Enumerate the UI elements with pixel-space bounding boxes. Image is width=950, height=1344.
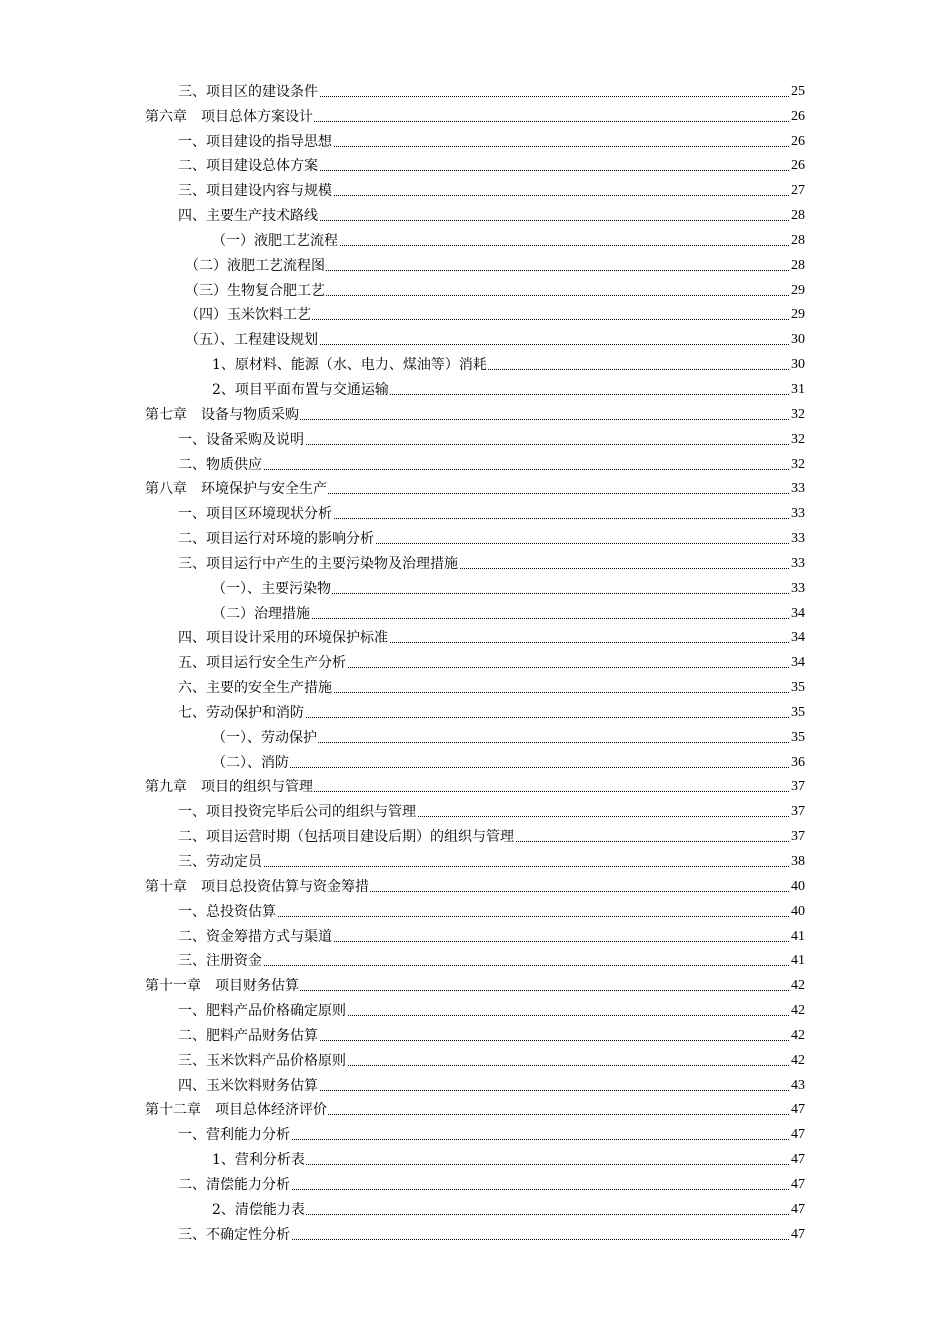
toc-dot-leader (212, 767, 805, 768)
toc-entry-page-number: 26 (791, 133, 805, 149)
toc-entry-page-number: 42 (791, 1003, 805, 1019)
toc-entry[interactable] (0, 947, 950, 972)
toc-entry-title: 四、项目设计采用的环境保护标准 (178, 630, 388, 647)
toc-entry-title: 2、项目平面布置与交通运输 (212, 381, 389, 398)
toc-entry-page-number: 29 (791, 282, 805, 298)
toc-entry[interactable] (0, 922, 950, 947)
toc-entry-title: 1、营利分析表 (212, 1152, 305, 1169)
toc-entry-page-number: 31 (791, 381, 805, 397)
toc-entry-title: （五）、工程建设规划 (185, 332, 318, 349)
toc-entry-title: 七、劳动保护和消防 (178, 704, 304, 721)
toc-entry-title: 三、玉米饮料产品价格原则 (178, 1052, 346, 1069)
toc-entry-page-number: 29 (791, 307, 805, 323)
toc-entry[interactable] (0, 773, 950, 798)
toc-entry-page-number: 42 (791, 1052, 805, 1068)
toc-entry-page-number: 33 (791, 580, 805, 596)
toc-entry-page-number: 33 (791, 531, 805, 547)
toc-entry-title: 一、肥料产品价格确定原则 (178, 1003, 346, 1020)
toc-entry-page-number: 33 (791, 506, 805, 522)
toc-dot-leader (178, 965, 805, 966)
toc-entry[interactable] (0, 673, 950, 698)
toc-entry-title: 第九章 项目的组织与管理 (145, 779, 313, 796)
toc-entry[interactable] (0, 748, 950, 773)
toc-entry-page-number: 32 (791, 456, 805, 472)
toc-entry-title: 第十章 项目总投资估算与资金筹措 (145, 878, 369, 895)
toc-entry-title: 一、设备采购及说明 (178, 431, 304, 448)
toc-entry[interactable] (0, 226, 950, 251)
toc-entry[interactable] (0, 127, 950, 152)
toc-entry[interactable] (0, 251, 950, 276)
toc-entry[interactable] (0, 897, 950, 922)
toc-entry-title: 第七章 设备与物质采购 (145, 406, 299, 423)
toc-entry[interactable] (0, 549, 950, 574)
toc-entry[interactable] (0, 276, 950, 301)
toc-entry-title: （一）、主要污染物 (212, 580, 331, 597)
toc-entry-title: 二、项目建设总体方案 (178, 158, 318, 175)
toc-entry-title: 三、项目区的建设条件 (178, 83, 318, 100)
toc-entry-page-number: 28 (791, 208, 805, 224)
toc-entry-title: 第十一章 项目财务估算 (145, 978, 299, 995)
toc-entry-title: 一、项目区环境现状分析 (178, 506, 332, 523)
toc-entry[interactable] (0, 77, 950, 102)
toc-dot-leader (178, 866, 805, 867)
toc-entry-title: 第八章 环境保护与安全生产 (145, 481, 327, 498)
toc-entry-title: （一）、劳动保护 (212, 729, 317, 746)
toc-entry[interactable] (0, 996, 950, 1021)
toc-entry-page-number: 27 (791, 183, 805, 199)
toc-entry[interactable] (0, 102, 950, 127)
toc-entry[interactable] (0, 624, 950, 649)
toc-entry-page-number: 30 (791, 332, 805, 348)
toc-entry-title: 三、不确定性分析 (178, 1226, 290, 1243)
toc-entry-title: 二、项目运行对环境的影响分析 (178, 531, 374, 548)
toc-entry-title: 二、资金筹措方式与渠道 (178, 928, 332, 945)
toc-entry[interactable] (0, 325, 950, 350)
toc-entry[interactable] (0, 1046, 950, 1071)
table-of-contents (0, 77, 950, 1245)
toc-entry-page-number: 37 (791, 804, 805, 820)
toc-dot-leader (178, 469, 805, 470)
toc-entry[interactable] (0, 524, 950, 549)
toc-entry-title: 五、项目运行安全生产分析 (178, 655, 346, 672)
toc-entry-title: （二）治理措施 (212, 605, 310, 622)
toc-entry[interactable] (0, 847, 950, 872)
toc-entry-page-number: 26 (791, 108, 805, 124)
toc-entry-title: 六、主要的安全生产措施 (178, 680, 332, 697)
toc-entry[interactable] (0, 797, 950, 822)
toc-entry-title: 一、项目建设的指导思想 (178, 133, 332, 150)
toc-entry-title: 一、营利能力分析 (178, 1127, 290, 1144)
toc-entry[interactable] (0, 176, 950, 201)
toc-entry[interactable] (0, 425, 950, 450)
toc-entry-page-number: 36 (791, 754, 805, 770)
toc-entry-title: 一、项目投资完毕后公司的组织与管理 (178, 804, 416, 821)
toc-entry[interactable] (0, 301, 950, 326)
toc-entry[interactable] (0, 1120, 950, 1145)
toc-entry-page-number: 35 (791, 704, 805, 720)
toc-entry[interactable] (0, 400, 950, 425)
toc-entry-page-number: 47 (791, 1176, 805, 1192)
toc-entry-title: 一、总投资估算 (178, 903, 276, 920)
toc-entry-title: 三、注册资金 (178, 953, 262, 970)
toc-entry-title: 四、玉米饮料财务估算 (178, 1077, 318, 1094)
toc-entry-title: （二）液肥工艺流程图 (185, 257, 325, 274)
toc-entry-page-number: 35 (791, 680, 805, 696)
toc-entry[interactable] (0, 1071, 950, 1096)
toc-entry-title: 三、项目建设内容与规模 (178, 183, 332, 200)
toc-entry-page-number: 32 (791, 431, 805, 447)
toc-entry-title: 2、清偿能力表 (212, 1201, 305, 1218)
toc-entry[interactable] (0, 1195, 950, 1220)
toc-entry-page-number: 47 (791, 1201, 805, 1217)
toc-entry-title: （四）玉米饮料工艺 (185, 307, 311, 324)
toc-entry-page-number: 30 (791, 357, 805, 373)
toc-entry[interactable] (0, 350, 950, 375)
toc-entry-page-number: 34 (791, 655, 805, 671)
toc-entry-title: （一）液肥工艺流程 (212, 232, 338, 249)
toc-entry[interactable] (0, 201, 950, 226)
toc-entry[interactable] (0, 822, 950, 847)
toc-entry[interactable] (0, 1096, 950, 1121)
toc-entry-title: 第十二章 项目总体经济评价 (145, 1102, 327, 1119)
toc-entry-page-number: 28 (791, 257, 805, 273)
toc-entry-title: 二、项目运营时期（包括项目建设后期）的组织与管理 (178, 829, 514, 846)
toc-entry-page-number: 43 (791, 1077, 805, 1093)
toc-entry[interactable] (0, 152, 950, 177)
toc-entry[interactable] (0, 1021, 950, 1046)
toc-entry[interactable] (0, 971, 950, 996)
toc-entry[interactable] (0, 723, 950, 748)
toc-entry-page-number: 40 (791, 903, 805, 919)
toc-entry[interactable] (0, 375, 950, 400)
toc-entry-page-number: 47 (791, 1127, 805, 1143)
toc-entry-title: （三）生物复合肥工艺 (185, 282, 325, 299)
toc-entry[interactable] (0, 599, 950, 624)
toc-entry[interactable] (0, 1220, 950, 1245)
toc-entry[interactable] (0, 698, 950, 723)
toc-entry[interactable] (0, 475, 950, 500)
toc-entry[interactable] (0, 499, 950, 524)
toc-entry-page-number: 34 (791, 630, 805, 646)
toc-entry-page-number: 37 (791, 829, 805, 845)
toc-entry-page-number: 41 (791, 953, 805, 969)
toc-entry[interactable] (0, 1145, 950, 1170)
toc-entry-page-number: 33 (791, 555, 805, 571)
toc-entry-title: 二、物质供应 (178, 456, 262, 473)
toc-entry-title: 二、肥料产品财务估算 (178, 1027, 318, 1044)
toc-entry-page-number: 47 (791, 1102, 805, 1118)
toc-entry-title: 三、项目运行中产生的主要污染物及治理措施 (178, 555, 458, 572)
toc-entry-page-number: 32 (791, 406, 805, 422)
toc-entry-page-number: 41 (791, 928, 805, 944)
toc-entry[interactable] (0, 1170, 950, 1195)
toc-entry-page-number: 40 (791, 878, 805, 894)
toc-entry-page-number: 47 (791, 1226, 805, 1242)
toc-entry-title: 三、劳动定员 (178, 854, 262, 870)
toc-entry-page-number: 26 (791, 158, 805, 174)
toc-entry-title: 四、主要生产技术路线 (178, 208, 318, 225)
toc-entry-page-number: 34 (791, 605, 805, 621)
toc-entry-page-number: 33 (791, 481, 805, 497)
toc-entry-page-number: 38 (791, 854, 805, 869)
toc-entry[interactable] (0, 648, 950, 673)
toc-entry[interactable] (0, 450, 950, 475)
toc-entry-page-number: 42 (791, 978, 805, 994)
toc-entry-page-number: 28 (791, 232, 805, 248)
toc-entry-page-number: 37 (791, 779, 805, 795)
toc-entry[interactable] (0, 574, 950, 599)
toc-entry-title: 二、清偿能力分析 (178, 1176, 290, 1193)
toc-entry-page-number: 42 (791, 1027, 805, 1043)
toc-entry-page-number: 47 (791, 1152, 805, 1168)
toc-entry-title: 1、原材料、能源（水、电力、煤油等）消耗 (212, 357, 487, 374)
toc-entry-title: （二）、消防 (212, 754, 289, 771)
toc-entry[interactable] (0, 872, 950, 897)
toc-entry-page-number: 25 (791, 83, 805, 99)
toc-entry-page-number: 35 (791, 729, 805, 745)
toc-entry-title: 第六章 项目总体方案设计 (145, 108, 313, 125)
